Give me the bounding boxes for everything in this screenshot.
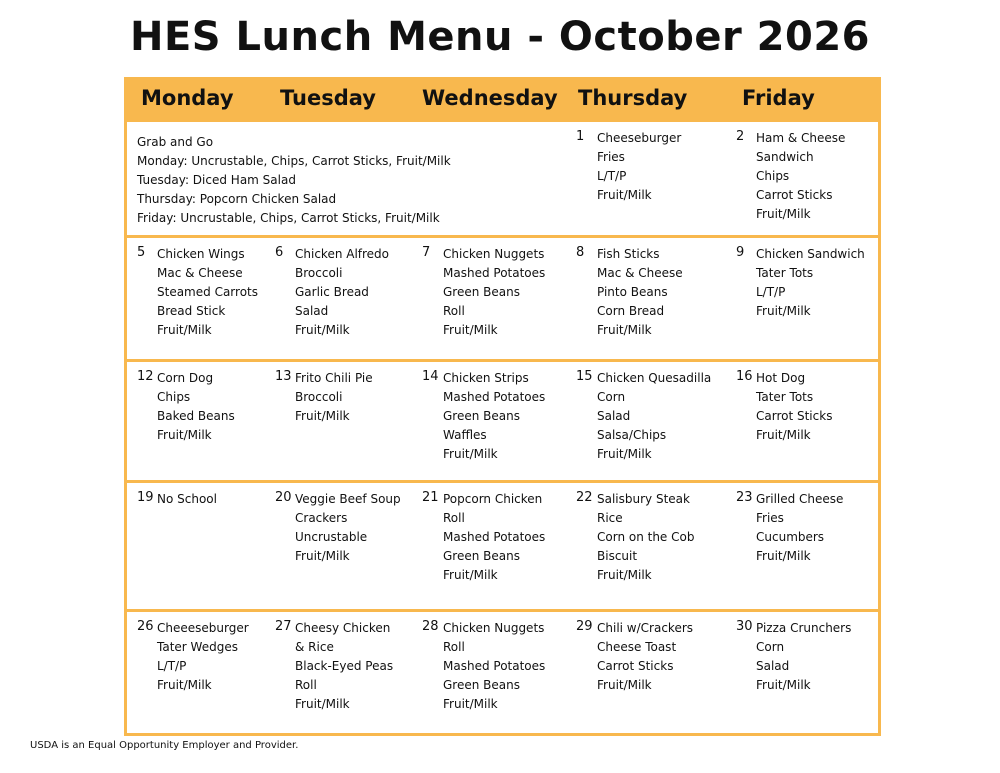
day-cell <box>127 362 878 480</box>
menu-item: Fruit/Milk <box>443 568 498 582</box>
day-number: 13 <box>275 369 292 384</box>
menu-item: Popcorn Chicken <box>443 492 543 506</box>
menu-item: Fruit/Milk <box>597 678 652 692</box>
weekday-header <box>127 80 878 122</box>
menu-item: Fries <box>597 150 625 164</box>
menu-item: Chicken Wings <box>157 247 245 261</box>
menu-item: Tater Tots <box>756 266 814 280</box>
menu-item: Biscuit <box>597 549 638 563</box>
menu-item: Green Beans <box>443 678 520 692</box>
menu-item: Cheese Toast <box>597 640 677 654</box>
menu-item: Roll <box>443 640 465 654</box>
day-number: 1 <box>576 129 585 144</box>
week-row <box>127 612 878 733</box>
menu-item: Mac & Cheese <box>157 266 243 280</box>
menu-item: Fruit/Milk <box>157 678 212 692</box>
day-number: 5 <box>137 245 146 260</box>
weekday-wednesday: Wednesday <box>422 86 558 110</box>
day-number: 27 <box>275 619 292 634</box>
menu-item: Roll <box>295 678 317 692</box>
grab-and-go-line: Friday: Uncrustable, Chips, Carrot Sticks, Fruit/Milk <box>137 211 440 225</box>
menu-item: Chili w/Crackers <box>597 621 694 635</box>
week-row <box>127 362 878 480</box>
day-number: 28 <box>422 619 439 634</box>
day-number: 20 <box>275 490 292 505</box>
menu-item: Fruit/Milk <box>443 323 498 337</box>
weekday-tuesday: Tuesday <box>280 86 376 110</box>
menu-item: Cheeseburger <box>597 131 682 145</box>
menu-item: Pizza Crunchers <box>756 621 852 635</box>
menu-item: Fruit/Milk <box>597 188 652 202</box>
menu-item: Corn <box>597 390 626 404</box>
menu-item: Corn Dog <box>157 371 214 385</box>
menu-item: Corn <box>756 640 785 654</box>
day-number: 2 <box>736 129 745 144</box>
day-number: 14 <box>422 369 439 384</box>
day-number: 21 <box>422 490 439 505</box>
menu-item: Green Beans <box>443 285 520 299</box>
menu-item: Grilled Cheese <box>756 492 844 506</box>
menu-item: Steamed Carrots <box>157 285 258 299</box>
menu-item: Mashed Potatoes <box>443 530 546 544</box>
day-cell <box>127 122 878 235</box>
day-number: 23 <box>736 490 753 505</box>
day-number: 29 <box>576 619 593 634</box>
weekday-monday: Monday <box>141 86 234 110</box>
menu-item: Mashed Potatoes <box>443 266 546 280</box>
menu-item: Chicken Sandwich <box>756 247 865 261</box>
menu-item: Green Beans <box>443 409 520 423</box>
menu-item: Fruit/Milk <box>443 447 498 461</box>
menu-item: Fruit/Milk <box>756 549 811 563</box>
menu-item: Carrot Sticks <box>756 409 833 423</box>
menu-item: Roll <box>443 511 465 525</box>
grab-and-go-line: Tuesday: Diced Ham Salad <box>137 173 296 187</box>
menu-item: Salad <box>597 409 631 423</box>
menu-item: Roll <box>443 304 465 318</box>
menu-item: Fruit/Milk <box>756 428 811 442</box>
usda-footer: USDA is an Equal Opportunity Employer and Provider. <box>30 740 299 751</box>
menu-item: Green Beans <box>443 549 520 563</box>
menu-item: L/T/P <box>756 285 786 299</box>
menu-item: Chips <box>157 390 191 404</box>
menu-item: Crackers <box>295 511 348 525</box>
day-number: 26 <box>137 619 154 634</box>
menu-item: Fruit/Milk <box>756 207 811 221</box>
grab-and-go-line: Monday: Uncrustable, Chips, Carrot Sticks, Fruit/Milk <box>137 154 451 168</box>
menu-item: Broccoli <box>295 390 343 404</box>
menu-item: Fruit/Milk <box>756 304 811 318</box>
menu-items <box>756 129 845 224</box>
menu-item: Waffles <box>443 428 487 442</box>
menu-item: Fish Sticks <box>597 247 660 261</box>
menu-item: Uncrustable <box>295 530 368 544</box>
day-number: 9 <box>736 245 745 260</box>
menu-item: Frito Chili Pie <box>295 371 373 385</box>
menu-item: Fruit/Milk <box>295 697 350 711</box>
day-number: 15 <box>576 369 593 384</box>
menu-item: Fruit/Milk <box>756 678 811 692</box>
menu-item: Salisbury Steak <box>597 492 690 506</box>
day-number: 22 <box>576 490 593 505</box>
day-number: 6 <box>275 245 284 260</box>
menu-item: Chips <box>756 169 790 183</box>
menu-item: Black-Eyed Peas <box>295 659 394 673</box>
menu-item: Chicken Nuggets <box>443 247 545 261</box>
calendar-grid <box>124 77 881 736</box>
menu-items <box>756 490 843 566</box>
day-number: 19 <box>137 490 154 505</box>
menu-item: Ham & Cheese <box>756 131 846 145</box>
menu-item: Fruit/Milk <box>295 549 350 563</box>
menu-item: Corn Bread <box>597 304 665 318</box>
weekday-thursday: Thursday <box>578 86 688 110</box>
menu-item: Cheeeseburger <box>157 621 249 635</box>
menu-item: Chicken Strips <box>443 371 529 385</box>
week-row <box>127 122 878 235</box>
menu-item: Tater Wedges <box>157 640 238 654</box>
menu-item: Fruit/Milk <box>295 409 350 423</box>
menu-items <box>756 245 865 321</box>
day-cell <box>127 483 878 609</box>
menu-item: Fruit/Milk <box>157 428 212 442</box>
menu-item: Corn on the Cob <box>597 530 695 544</box>
menu-item: Fruit/Milk <box>295 323 350 337</box>
menu-item: Fries <box>756 511 784 525</box>
grab-and-go-line: Grab and Go <box>137 135 214 149</box>
menu-item: Hot Dog <box>756 371 806 385</box>
menu-item: Cucumbers <box>756 530 825 544</box>
menu-item: L/T/P <box>157 659 187 673</box>
menu-item: Garlic Bread <box>295 285 369 299</box>
day-number: 8 <box>576 245 585 260</box>
week-row <box>127 238 878 359</box>
menu-item: Chicken Quesadilla <box>597 371 712 385</box>
day-cell <box>127 238 878 359</box>
menu-item: Fruit/Milk <box>443 697 498 711</box>
menu-item: Carrot Sticks <box>756 188 833 202</box>
menu-item: Salad <box>295 304 329 318</box>
menu-item: Broccoli <box>295 266 343 280</box>
menu-item: Carrot Sticks <box>597 659 674 673</box>
menu-item: Fruit/Milk <box>597 447 652 461</box>
menu-item: Pinto Beans <box>597 285 668 299</box>
menu-item: Fruit/Milk <box>597 568 652 582</box>
menu-item: Sandwich <box>756 150 814 164</box>
menu-item: Salsa/Chips <box>597 428 667 442</box>
menu-item: Fruit/Milk <box>157 323 212 337</box>
day-number: 16 <box>736 369 753 384</box>
menu-item: Fruit/Milk <box>597 323 652 337</box>
day-number: 7 <box>422 245 431 260</box>
menu-item: Bread Stick <box>157 304 226 318</box>
page-title: HES Lunch Menu - October 2026 <box>130 14 870 60</box>
menu-item: Rice <box>597 511 623 525</box>
week-row <box>127 483 878 609</box>
weekday-friday: Friday <box>742 86 815 110</box>
menu-items <box>756 369 832 445</box>
menu-item: Chicken Alfredo <box>295 247 390 261</box>
day-number: 12 <box>137 369 154 384</box>
menu-item: Veggie Beef Soup <box>295 492 401 506</box>
menu-item: No School <box>157 492 217 506</box>
menu-item: & Rice <box>295 640 334 654</box>
menu-item: Chicken Nuggets <box>443 621 545 635</box>
menu-item: Salad <box>756 659 790 673</box>
menu-item: Baked Beans <box>157 409 235 423</box>
day-number: 30 <box>736 619 753 634</box>
menu-item: Cheesy Chicken <box>295 621 391 635</box>
menu-items <box>756 619 851 695</box>
menu-item: Tater Tots <box>756 390 814 404</box>
menu-item: Mashed Potatoes <box>443 390 546 404</box>
day-cell <box>127 612 878 733</box>
menu-item: L/T/P <box>597 169 627 183</box>
menu-item: Mashed Potatoes <box>443 659 546 673</box>
grab-and-go-line: Thursday: Popcorn Chicken Salad <box>137 192 337 206</box>
menu-item: Mac & Cheese <box>597 266 683 280</box>
